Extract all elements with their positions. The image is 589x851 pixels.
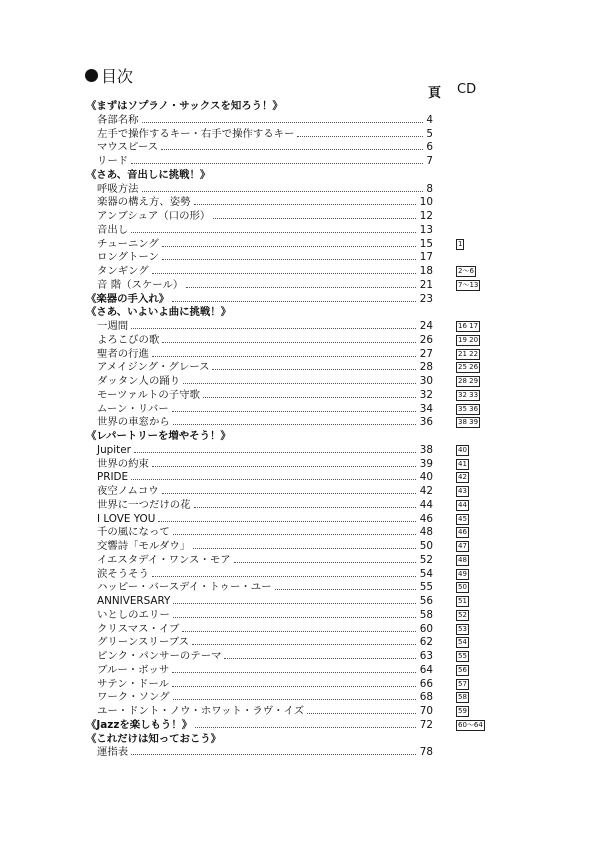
toc-entry-row [86, 279, 526, 293]
cd-track-badge [456, 541, 469, 552]
cd-track-badge [456, 514, 469, 525]
toc-section-row [86, 293, 526, 307]
toc-entry-title: ピンク・パンサーのテーマ [97, 650, 222, 662]
toc-page-number: 78 [419, 746, 433, 759]
toc-page-number: 10 [419, 196, 433, 209]
toc-entry-title: 交響詩「モルダウ」 [97, 540, 191, 552]
dot-leader [158, 521, 416, 522]
cd-track-number: 49 [458, 569, 467, 578]
toc-page-number: 34 [419, 402, 433, 415]
toc-entry-title: よろこびの歌 [97, 333, 160, 346]
cd-track-badge [456, 665, 469, 676]
dot-leader [275, 589, 416, 590]
toc-page-number: 5 [426, 127, 433, 140]
toc-page-number: 50 [419, 540, 433, 552]
toc-page-number: 70 [419, 705, 433, 717]
cd-track-badge [456, 445, 469, 456]
toc-entry-row [86, 114, 526, 128]
toc-section-row [86, 733, 526, 747]
toc-page-number: 64 [419, 663, 433, 676]
toc-entry-title: 千の風になって [97, 526, 170, 539]
toc-entry-title: Jupiter [97, 443, 131, 456]
toc-page-number: 6 [426, 141, 433, 154]
toc-page-number: 30 [419, 375, 433, 387]
toc-page-number: 54 [419, 567, 433, 580]
toc-entry-row [86, 554, 526, 568]
cd-track-badge [456, 527, 469, 538]
toc-page-number: 36 [419, 416, 433, 429]
dot-leader [152, 273, 416, 274]
toc-entry-row [86, 334, 526, 348]
toc-entry-title: チューニング [97, 237, 159, 250]
dot-leader [194, 507, 416, 508]
toc-page-number: 28 [419, 361, 433, 374]
toc-entry-title: 楽器の構え方、姿勢 [97, 196, 191, 209]
cd-track-badge [456, 280, 480, 291]
dot-leader [186, 287, 416, 288]
toc-page-number: 55 [419, 581, 433, 594]
toc-entry-title: いとしのエリー [97, 608, 170, 621]
dot-leader [173, 534, 416, 535]
toc-page-number: 32 [419, 388, 433, 401]
toc-page-number: 48 [419, 526, 433, 539]
toc-page-number: 56 [419, 595, 433, 607]
toc-entry-title: モーツァルトの子守歌 [97, 388, 200, 401]
dot-leader [172, 411, 416, 412]
dot-leader [234, 562, 416, 563]
dot-leader [212, 369, 416, 370]
toc-entry-row [86, 251, 526, 265]
dot-leader [172, 686, 416, 687]
dot-leader [131, 479, 416, 480]
toc-entry-row [86, 361, 526, 375]
dot-leader [152, 356, 416, 357]
page-title-text: 目次 [101, 67, 134, 86]
cd-track-badge [456, 679, 469, 690]
toc-entry-title: 運指表 [97, 746, 129, 759]
dot-leader [152, 576, 416, 577]
toc-entry-title: ダッタン人の踊り [97, 375, 181, 387]
toc-entry-row [86, 691, 526, 705]
cd-track-number: 54 [458, 638, 467, 647]
toc-entry-row [86, 664, 526, 678]
cd-track-badge [456, 582, 469, 593]
cd-track-number: 38 39 [458, 418, 479, 427]
toc-entry-row [86, 609, 526, 623]
cd-track-number: 48 [458, 555, 467, 564]
cd-track-badge [456, 472, 469, 483]
cd-track-badge [456, 706, 469, 717]
bullet-icon [85, 69, 98, 82]
toc-section-title: 《まずはソプラノ・サックスを知ろう！》 [86, 100, 283, 112]
cd-track-number: 16 17 [458, 322, 479, 330]
toc-page-number: 44 [419, 498, 433, 511]
toc-page-number: 18 [419, 265, 433, 277]
dot-leader [297, 136, 423, 137]
toc-entry-title: ワーク・ソング [97, 691, 170, 704]
dot-leader [193, 548, 416, 549]
toc-section-title: 《Jazzを楽しもう！》 [86, 718, 193, 731]
toc-entry-row [86, 155, 526, 169]
cd-track-badge [456, 239, 464, 250]
toc-entry-row [86, 444, 526, 458]
cd-track-badge [456, 404, 480, 415]
dot-leader [134, 452, 416, 453]
toc-section-title: 《さあ、いよいよ曲に挑戦！》 [86, 306, 232, 319]
cd-track-number: 35 36 [458, 404, 479, 413]
toc-section-row [86, 306, 526, 320]
dot-leader [203, 397, 416, 398]
toc-entry-row [86, 595, 526, 609]
toc-entry-row [86, 540, 526, 554]
dot-leader [131, 163, 423, 164]
dot-leader [162, 259, 416, 260]
dot-leader [142, 191, 423, 192]
cd-track-number: 56 [458, 665, 467, 674]
toc-entry-row [86, 210, 526, 224]
toc-entry-row [86, 485, 526, 499]
toc-entry-row [86, 623, 526, 637]
toc-page-number: 42 [419, 485, 433, 497]
toc-entry-title: 呼吸方法 [97, 182, 139, 195]
cd-track-number: 42 [458, 473, 467, 482]
toc-entry-title: グリーンスリーブス [97, 636, 190, 649]
toc-entry-title: イエスタデイ・ワンス・モア [97, 553, 231, 566]
toc-entry-row [86, 678, 526, 692]
toc-page-number: 24 [419, 320, 433, 332]
cd-track-number: 55 [458, 652, 467, 660]
page-column-header: 頁 [428, 86, 442, 101]
toc-page-number: 8 [426, 182, 433, 195]
cd-track-badge [456, 500, 469, 511]
cd-track-badge [456, 624, 469, 635]
toc-page-number: 72 [419, 718, 433, 731]
toc-section-row [86, 719, 526, 733]
toc-entry-title: クリスマス・イブ [97, 622, 180, 635]
cd-track-number: 58 [458, 693, 467, 702]
toc-entry-title: PRIDE [97, 471, 129, 484]
toc-entry-title: ブルー・ボッサ [97, 663, 170, 676]
cd-track-number: 44 [458, 500, 467, 509]
cd-track-number: 7〜13 [458, 280, 479, 289]
toc-entry-row [86, 403, 526, 417]
cd-track-badge [456, 349, 480, 360]
toc-page-number: 13 [419, 223, 433, 236]
dot-leader [161, 149, 423, 150]
toc-entry-row [86, 348, 526, 362]
toc-entry-title: 涙そうそう [97, 567, 149, 580]
toc-entry-title: 世界の車窓から [97, 416, 170, 429]
toc-entry-row [86, 705, 526, 719]
toc-entry-title: 左手で操作するキー・右手で操作するキー [97, 127, 295, 140]
cd-track-badge [456, 637, 469, 648]
toc-page-number: 27 [419, 347, 433, 360]
dot-leader [183, 383, 416, 384]
cd-track-number: 19 20 [458, 335, 479, 344]
toc-section-title: 《楽器の手入れ》 [86, 292, 170, 305]
dot-leader [182, 631, 416, 632]
toc-entry-row [86, 746, 526, 760]
cd-track-badge [456, 596, 469, 607]
dot-leader [152, 466, 416, 467]
toc-entry-row [86, 416, 526, 430]
toc-entry-row [86, 499, 526, 513]
cd-track-badge [456, 569, 469, 580]
dot-leader [192, 644, 416, 645]
toc-entry-title: 一週間 [97, 320, 129, 332]
toc-page-number: 21 [419, 278, 433, 291]
toc-section-title: 《これだけは知っておこう》 [86, 732, 222, 745]
toc-page-number: 58 [419, 608, 433, 621]
cd-track-number: 57 [458, 679, 467, 688]
cd-track-badge [456, 321, 480, 332]
cd-track-number: 52 [458, 610, 467, 619]
cd-track-badge [456, 555, 469, 566]
dot-leader [142, 122, 423, 123]
toc-entry-row [86, 389, 526, 403]
cd-track-badge [456, 720, 485, 731]
toc-page-number: 66 [419, 677, 433, 690]
toc-entry-row [86, 238, 526, 252]
cd-track-badge [456, 390, 480, 401]
cd-track-badge [456, 486, 469, 497]
toc-entry-title: タンギング [97, 265, 149, 277]
dot-leader [162, 493, 416, 494]
toc-entry-title: ハッピー・バースデイ・トゥー・ユー [97, 581, 272, 594]
toc-entry-row [86, 526, 526, 540]
toc-page-number: 39 [419, 457, 433, 470]
cd-track-badge [456, 335, 480, 346]
toc-entry-title: 聖者の行進 [97, 347, 149, 360]
toc-entry-row [86, 581, 526, 595]
toc-entry-title: ムーン・リバー [97, 402, 169, 415]
toc-section-title: 《レパートリーを増やそう！》 [86, 430, 231, 442]
toc-entry-row [86, 224, 526, 238]
toc-entry-row [86, 458, 526, 472]
toc-page-number: 68 [419, 691, 433, 704]
dot-leader [224, 658, 416, 659]
toc-entry-title: I LOVE YOU [97, 512, 156, 525]
toc-entry-title: サテン・ドール [97, 677, 170, 690]
table-of-contents [86, 100, 526, 760]
toc-entry-row [86, 141, 526, 155]
toc-entry-title: ユー・ドント・ノウ・ホワット・ラヴ・イズ [97, 705, 305, 717]
dot-leader [131, 232, 416, 233]
toc-entry-row [86, 568, 526, 582]
toc-entry-row [86, 128, 526, 142]
dot-leader [173, 699, 416, 700]
dot-leader [213, 218, 416, 219]
toc-page-number: 38 [419, 443, 433, 456]
toc-entry-title: 世界の約束 [97, 457, 149, 470]
toc-entry-title: 各部名称 [97, 113, 139, 126]
toc-section-row [86, 100, 526, 114]
page-title [85, 64, 133, 87]
toc-page-number: 15 [419, 237, 433, 250]
toc-entry-title: 世界に一つだけの花 [97, 498, 191, 511]
dot-leader [172, 672, 416, 673]
toc-section-title: 《さあ、音出しに挑戦！》 [86, 168, 211, 181]
cd-track-number: 40 [458, 445, 467, 454]
cd-track-badge [456, 417, 480, 428]
toc-page-number: 52 [419, 553, 433, 566]
dot-leader [131, 754, 416, 755]
dot-leader [173, 617, 416, 618]
toc-entry-row [86, 513, 526, 527]
dot-leader [131, 328, 416, 329]
cd-track-badge [456, 362, 480, 373]
cd-track-number: 46 [458, 528, 467, 537]
toc-entry-row [86, 636, 526, 650]
cd-track-badge [456, 266, 476, 277]
cd-track-badge [456, 692, 469, 703]
toc-entry-row [86, 320, 526, 334]
cd-track-number: 21 22 [458, 349, 479, 358]
toc-entry-row [86, 471, 526, 485]
toc-entry-title: ロングトーン [97, 251, 159, 264]
cd-track-number: 53 [458, 624, 467, 633]
toc-page-number: 63 [419, 650, 433, 662]
toc-page-number: 7 [426, 155, 433, 167]
toc-entry-row [86, 183, 526, 197]
cd-track-number: 59 [458, 707, 467, 715]
cd-track-number: 50 [458, 583, 467, 592]
toc-entry-row [86, 375, 526, 389]
toc-entry-title: アンブシュア（口の形） [97, 210, 211, 222]
dot-leader [162, 246, 416, 247]
dot-leader [173, 603, 416, 604]
toc-page-number: 60 [419, 622, 433, 635]
dot-leader [162, 342, 416, 343]
toc-entry-title: アメイジング・グレース [97, 361, 210, 374]
toc-entry-title: ANNIVERSARY [97, 595, 171, 607]
cd-column-header: CD [457, 82, 477, 97]
dot-leader [195, 727, 416, 728]
cd-track-badge [456, 459, 469, 470]
toc-page-number: 12 [419, 210, 433, 222]
toc-section-row [86, 430, 526, 444]
toc-entry-title: リード [97, 155, 129, 167]
cd-track-number: 51 [458, 597, 467, 605]
cd-track-number: 45 [458, 514, 467, 523]
toc-page-number: 62 [419, 636, 433, 649]
cd-track-number: 43 [458, 487, 467, 495]
toc-entry-row [86, 265, 526, 279]
cd-track-number: 41 [458, 459, 467, 468]
toc-entry-title: マウスピース [97, 141, 159, 154]
dot-leader [307, 713, 416, 714]
dot-leader [173, 424, 416, 425]
cd-track-number: 32 33 [458, 390, 479, 399]
cd-track-number: 1 [458, 239, 463, 248]
toc-page-number: 40 [419, 471, 433, 484]
toc-page-number: 23 [419, 292, 433, 305]
toc-entry-title: 音 階（スケール） [97, 278, 184, 291]
cd-track-number: 60〜64 [458, 720, 483, 729]
toc-entry-row [86, 196, 526, 210]
toc-entry-title: 夜空ノムコウ [97, 485, 159, 497]
dot-leader [172, 301, 416, 302]
cd-track-badge [456, 651, 469, 662]
toc-page-number: 46 [419, 512, 433, 525]
dot-leader [194, 204, 416, 205]
cd-track-number: 2〜6 [458, 267, 474, 275]
toc-entry-row [86, 650, 526, 664]
cd-track-number: 47 [458, 542, 467, 550]
toc-page-number: 26 [419, 333, 433, 346]
toc-page-number: 17 [419, 251, 433, 264]
cd-track-badge [456, 610, 469, 621]
toc-section-row [86, 169, 526, 183]
cd-track-badge [456, 376, 480, 387]
toc-entry-title: 音出し [97, 223, 129, 236]
toc-page-number: 4 [426, 113, 433, 126]
cd-track-number: 25 26 [458, 363, 479, 372]
cd-track-number: 28 29 [458, 377, 479, 385]
